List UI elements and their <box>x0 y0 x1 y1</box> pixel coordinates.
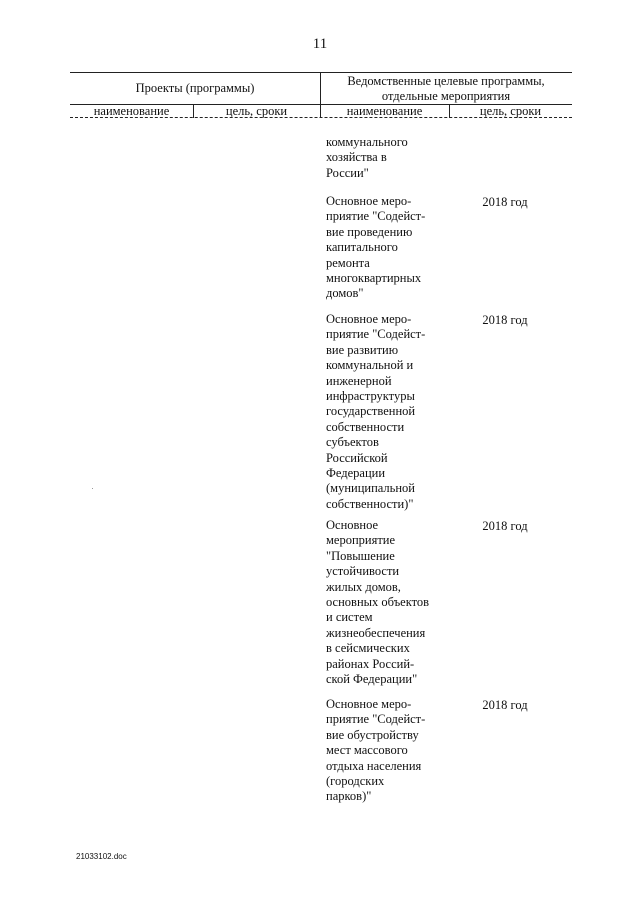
header-col-name-1: наименование <box>93 104 170 118</box>
header-top-rule <box>70 72 572 73</box>
item-name: Основное меро- приятие "Содейст- вие развитию коммунальной и инженерной инфраструктуры государственной собственности субъектов Российской Федерации (муниципальной собственности)" <box>326 312 426 511</box>
header-col-goal-1: цель, сроки <box>225 104 288 118</box>
item-name: Основное меро- приятие "Содейст- вие обустройству мест массового отдыха населения (городских парков)" <box>326 697 426 804</box>
item-term: 2018 год <box>482 195 528 209</box>
item-term: 2018 год <box>482 698 528 712</box>
page-number: 11 <box>312 36 328 52</box>
header-departmental-group-line1: Ведомственные целевые программы, <box>347 74 545 88</box>
footer-filename: 21033102.doc <box>76 852 127 861</box>
header-col-name-2: наименование <box>346 104 423 118</box>
scan-speck <box>92 488 93 489</box>
item-name: коммунального хозяйства в России" <box>326 135 408 180</box>
item-term: 2018 год <box>482 519 528 533</box>
item-name: Основное меро- приятие "Содейст- вие проведению капитального ремонта многоквартирных домов" <box>326 194 426 301</box>
item-name: Основное мероприятие "Повышение устойчивости жилых домов, основных объектов и систем жизнеобеспечения в сейсмических районах Россий- ской Федерации" <box>326 518 430 687</box>
header-col-goal-2: цель, сроки <box>479 104 542 118</box>
header-departmental-group-line2: отдельные мероприятия <box>381 89 511 103</box>
item-term: 2018 год <box>482 313 528 327</box>
header-projects-group: Проекты (программы) <box>135 81 255 95</box>
